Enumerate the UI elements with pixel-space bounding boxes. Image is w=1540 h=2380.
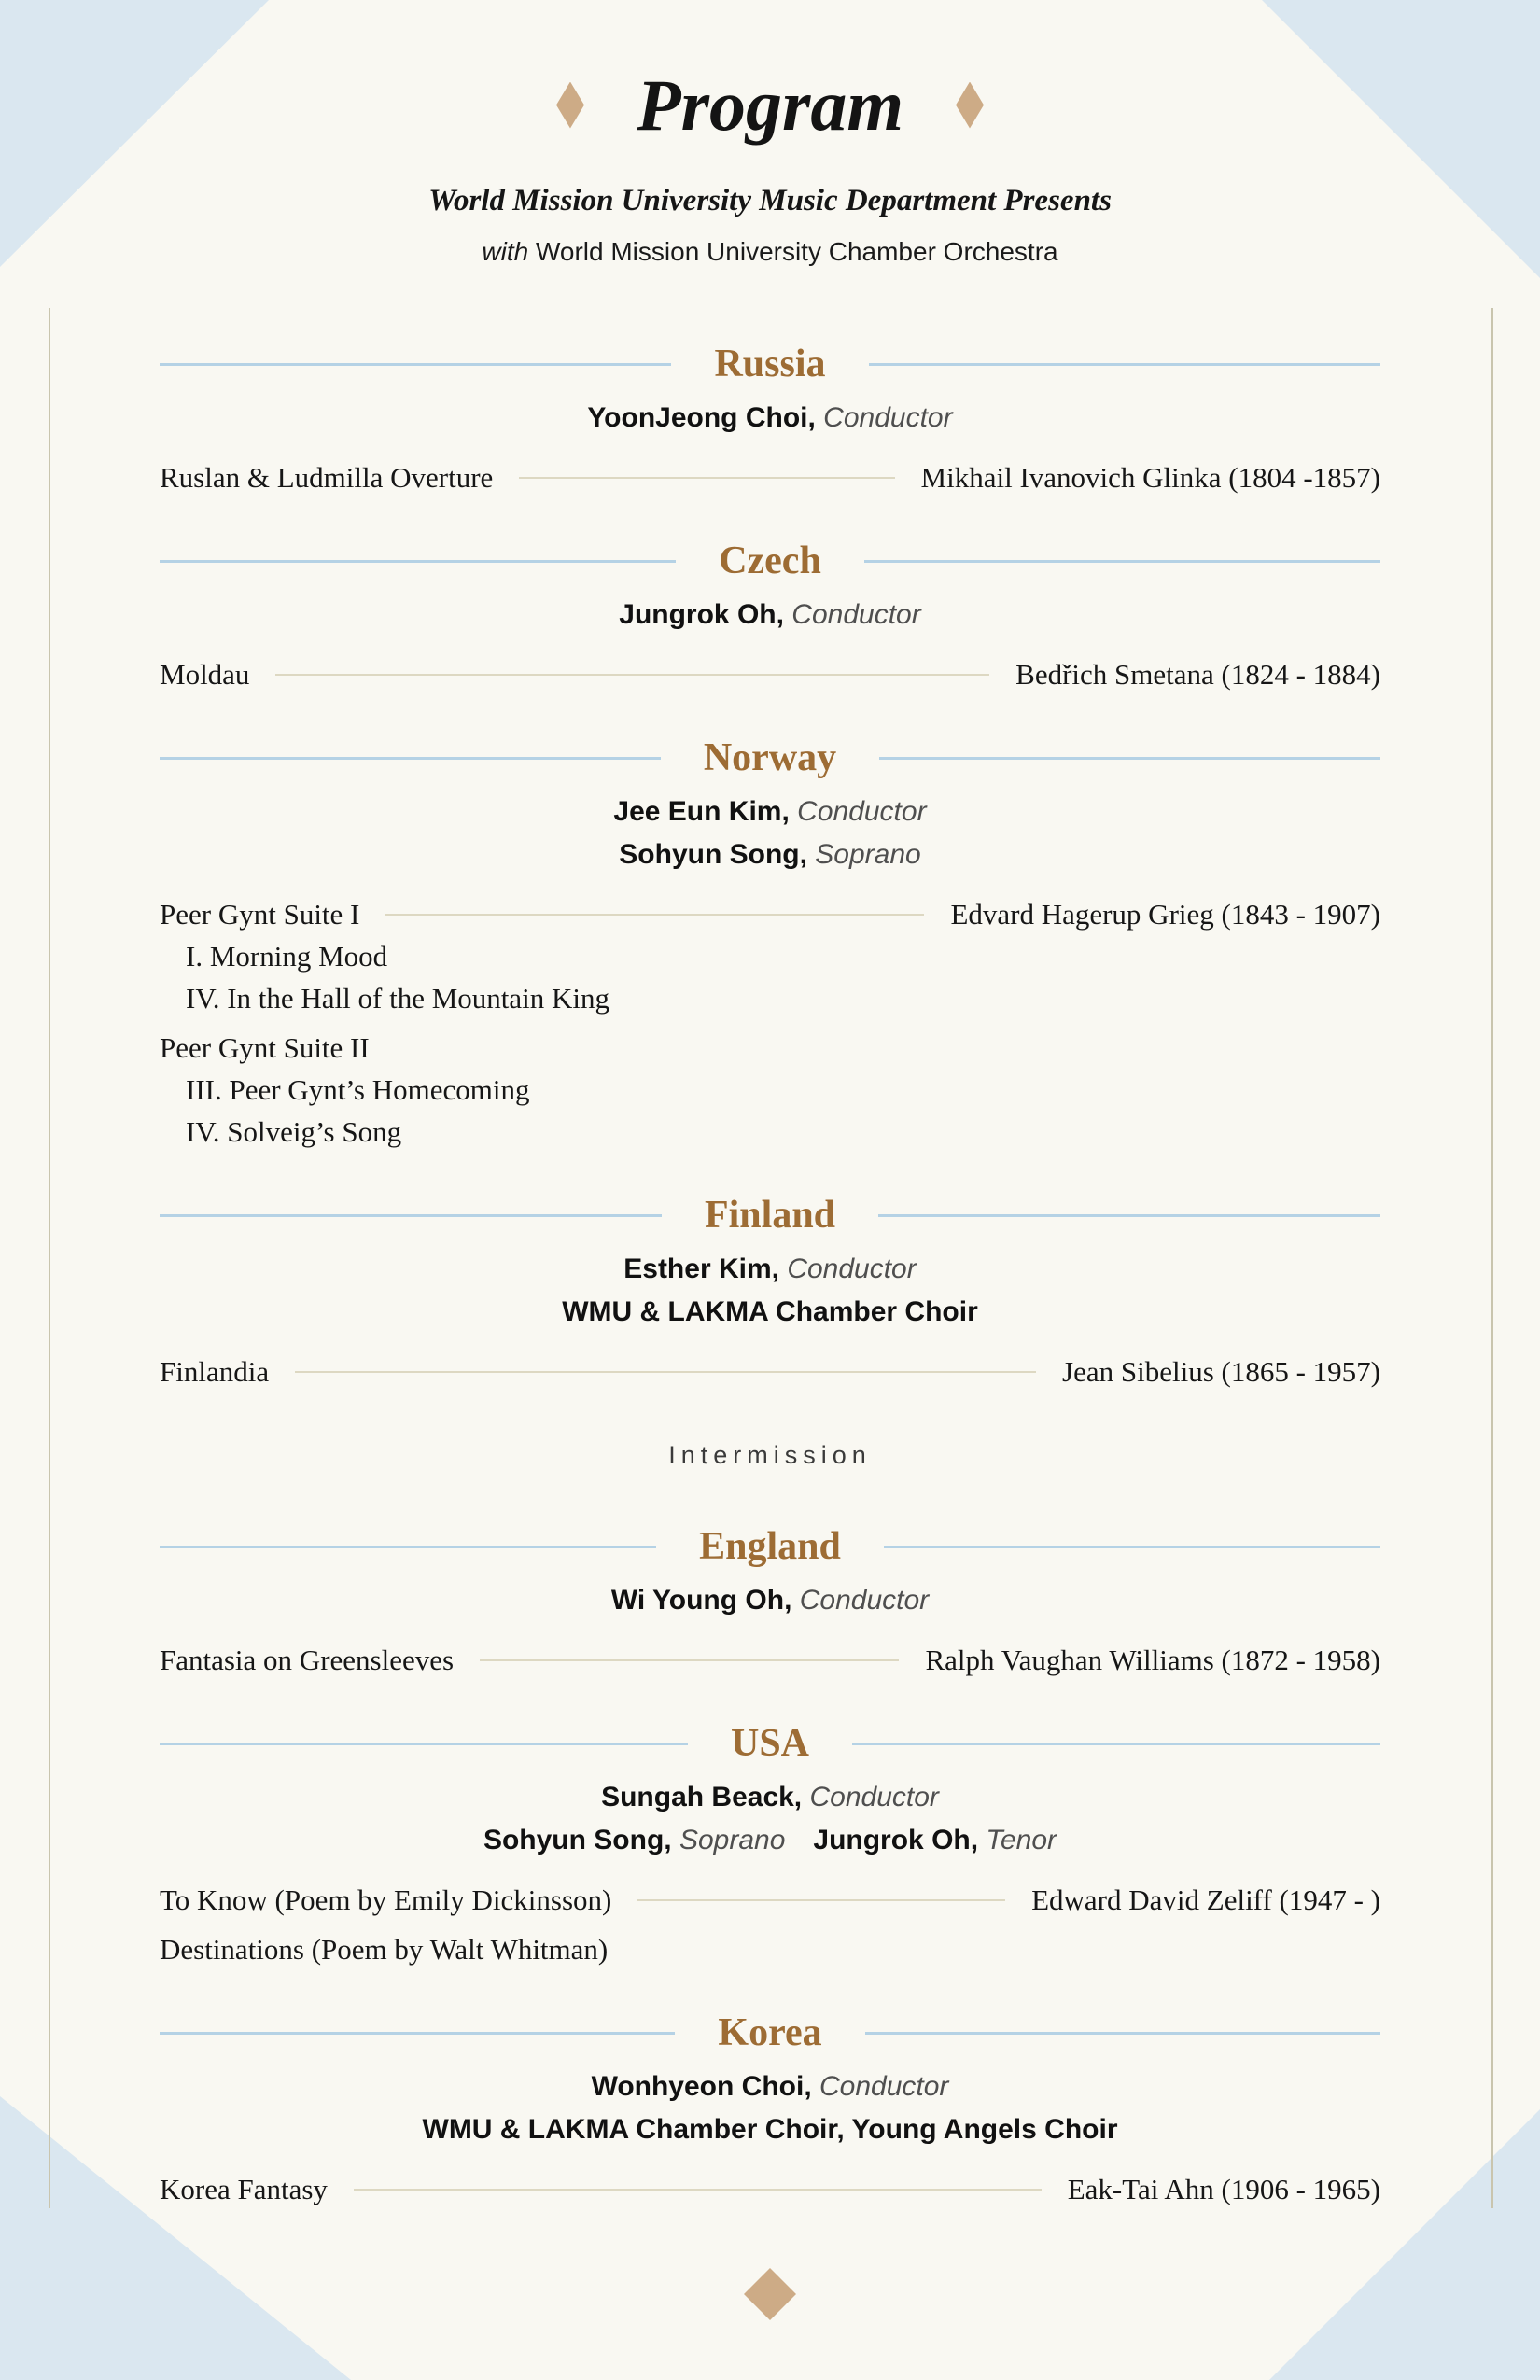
piece-row [160,1639,1380,1681]
section-header [160,2011,1380,2054]
section-rule-right [878,1214,1380,1217]
pieces [160,1879,1380,1970]
pieces [160,1351,1380,1393]
section-rule-left [160,1546,656,1548]
section-rule-left [160,1743,688,1745]
section-rule-left [160,757,661,760]
performer-name: Jee Eun Kim, [613,796,790,827]
pieces [160,2168,1380,2210]
piece-composer: Edvard Hagerup Grieg (1843 - 1907) [950,898,1380,931]
piece-movement: IV. Solveig’s Song [186,1115,402,1148]
performers [160,791,1380,876]
performer-role: Soprano [679,1825,786,1855]
performer-line [160,791,1380,833]
piece-block [160,2168,1380,2210]
section-header [160,539,1380,582]
pieces [160,1639,1380,1681]
performer [587,402,952,433]
performer-name: Jungrok Oh, [813,1825,979,1855]
piece-block [160,1879,1380,1921]
pieces [160,456,1380,498]
presenter-subtitle: World Mission University Music Department Presents [428,184,1112,217]
orchestra-name: World Mission University Chamber Orchestra [535,237,1058,266]
performer-role: Tenor [986,1825,1057,1855]
piece-title: Peer Gynt Suite I [160,898,360,931]
piece-block [160,456,1380,498]
section-country: Korea [718,2011,822,2054]
piece-title: Moldau [160,658,250,691]
performer-name: Wi Young Oh, [610,1585,792,1616]
pieces [160,893,1380,1153]
section-country: Russia [714,343,826,385]
piece-connector-line [519,477,894,479]
performer [623,1253,916,1284]
ensemble-line: WMU & LAKMA Chamber Choir [562,1296,978,1327]
piece-title: To Know (Poem by Emily Dickinsson) [160,1883,612,1916]
performer [613,796,926,827]
section-country: England [699,1525,841,1568]
piece-row [160,456,1380,498]
piece-block [160,1639,1380,1681]
diamond-icon [556,82,584,129]
performer-name: Sohyun Song, [483,1825,672,1855]
performer-line [160,1248,1380,1291]
orchestra-line [0,233,1540,271]
performer-name: Esther Kim, [623,1253,779,1284]
intermission-label: Intermission [668,1441,872,1469]
performer-line [160,1579,1380,1622]
piece-composer: Ralph Vaughan Williams (1872 - 1958) [925,1644,1380,1676]
piece-connector-line [385,914,924,916]
program-section [160,1722,1380,1970]
piece-block [160,1928,1380,1970]
performer [813,1825,1057,1855]
performer [592,2071,949,2102]
section-rule-right [852,1743,1380,1745]
performer-name: Jungrok Oh, [619,599,784,630]
section-rule-left [160,363,671,366]
with-prefix: with [482,237,529,266]
diamond-icon [956,82,984,129]
performer-name: Sungah Beack, [601,1782,803,1813]
performer-name: YoonJeong Choi, [587,402,816,433]
performer-name: Sohyun Song, [619,839,807,870]
section-header [160,736,1380,779]
section-country: Norway [703,736,837,779]
performer-line [160,594,1380,637]
section-rule-left [160,1214,662,1217]
piece-connector-line [295,1371,1036,1373]
section-rule-right [884,1546,1380,1548]
piece-composer: Edward David Zeliff (1947 - ) [1031,1883,1380,1916]
performer-role: Conductor [819,2071,949,2102]
program-section [160,1194,1380,1393]
section-rule-right [864,560,1380,563]
program-body [0,343,1540,2320]
program-section [160,343,1380,498]
section-header [160,1722,1380,1765]
piece-movement: III. Peer Gynt’s Homecoming [186,1073,530,1106]
piece-title: Ruslan & Ludmilla Overture [160,461,494,494]
piece-row [160,1879,1380,1921]
performer-role: Conductor [809,1782,939,1813]
piece-composer: Bedřich Smetana (1824 - 1884) [1015,658,1380,691]
piece-connector-line [275,674,989,676]
program-section [160,736,1380,1153]
piece-row [160,2168,1380,2210]
piece-title: Destinations (Poem by Walt Whitman) [160,1933,609,1966]
piece-composer: Mikhail Ivanovich Glinka (1804 -1857) [920,461,1380,494]
piece-connector-line [480,1659,899,1661]
performer-role: Conductor [791,599,921,630]
performer [611,1585,929,1616]
performers [160,1579,1380,1622]
performer-role: Conductor [799,1585,930,1616]
performers [160,397,1380,440]
performer [601,1782,939,1813]
performer-line [160,2065,1380,2108]
piece-movement: IV. In the Hall of the Mountain King [186,982,610,1015]
piece-block [160,653,1380,695]
section-rule-right [865,2032,1380,2035]
performer-line [160,833,1380,876]
piece-block [160,1351,1380,1393]
piece-composer: Jean Sibelius (1865 - 1957) [1062,1355,1380,1388]
section-header [160,1194,1380,1237]
program-section [160,2011,1380,2210]
section-rule-left [160,2032,675,2035]
performer [483,1825,785,1855]
performers [160,2065,1380,2151]
diamond-icon [744,2268,796,2320]
piece-row [160,1351,1380,1393]
section-rule-right [869,363,1380,366]
ensemble-line: WMU & LAKMA Chamber Choir, Young Angels Choir [422,2114,1118,2145]
piece-row [160,893,1380,935]
performers [160,594,1380,637]
section-header [160,1525,1380,1568]
performer [619,599,920,630]
performer [619,839,920,870]
piece-row [160,653,1380,695]
piece-block [160,893,1380,1019]
piece-connector-line [354,2189,1042,2191]
piece-row [160,1928,1380,1970]
performer-role: Conductor [797,796,927,827]
section-rule-right [879,757,1380,760]
page-title: Program [636,64,904,146]
performer-line [160,1776,1380,1819]
performers [160,1248,1380,1334]
piece-block [160,1027,1380,1153]
first-half-sections [0,343,1540,1393]
section-rule-left [160,560,676,563]
section-country: Czech [719,539,821,582]
pieces [160,653,1380,695]
performer-line [160,1819,1380,1862]
performer-line [160,397,1380,440]
piece-row [160,1027,1380,1069]
section-header [160,343,1380,385]
piece-movement: I. Morning Mood [186,940,388,973]
performer-role: Conductor [823,402,953,433]
piece-title: Peer Gynt Suite II [160,1031,370,1064]
piece-title: Finlandia [160,1355,270,1388]
piece-title: Korea Fantasy [160,2173,328,2205]
piece-connector-line [637,1899,1005,1901]
section-country: USA [730,1722,810,1765]
program-section [160,1525,1380,1681]
second-half-sections [0,1525,1540,2210]
performer-role: Conductor [787,1253,917,1284]
performer-name: Wonhyeon Choi, [591,2071,812,2102]
piece-composer: Eak-Tai Ahn (1906 - 1965) [1067,2173,1380,2205]
performers [160,1776,1380,1862]
section-country: Finland [704,1194,836,1237]
piece-title: Fantasia on Greensleeves [160,1644,455,1676]
title-row [0,56,1540,154]
performer-role: Soprano [815,839,921,870]
program-section [160,539,1380,695]
